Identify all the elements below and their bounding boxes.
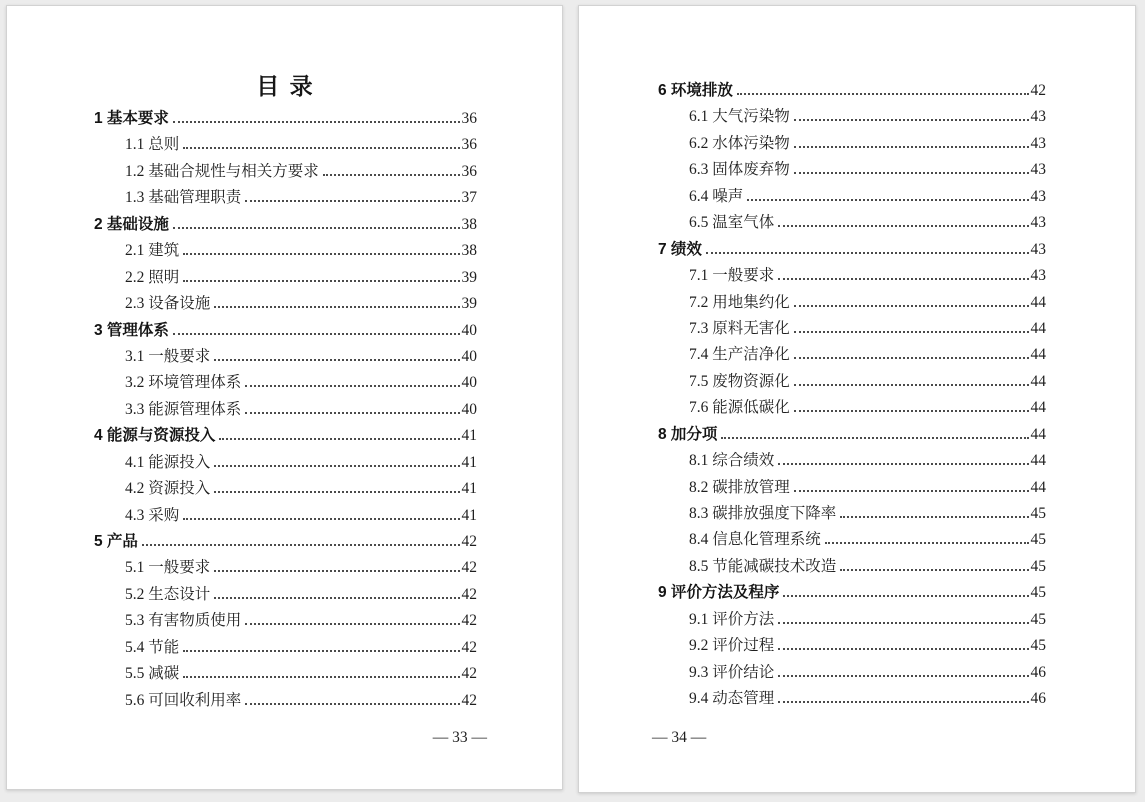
- dot-leader: [214, 359, 459, 361]
- toc-entry[interactable]: [94, 582, 477, 608]
- toc-entry[interactable]: [94, 318, 477, 344]
- dot-leader: [778, 225, 1028, 227]
- dot-leader: [245, 200, 459, 202]
- dot-leader: [783, 595, 1028, 597]
- toc-entry[interactable]: [94, 291, 477, 317]
- toc-entry-label: 4.3 采购: [125, 506, 180, 524]
- toc-entry-label: 5.2 生态设计: [125, 585, 211, 603]
- toc-entry[interactable]: [658, 527, 1046, 553]
- toc-entry-label: 5.1 一般要求: [125, 559, 211, 577]
- dot-leader: [173, 333, 460, 335]
- toc-entry[interactable]: [94, 212, 477, 238]
- dot-leader: [183, 650, 459, 652]
- toc-entry[interactable]: [658, 237, 1046, 263]
- toc-entry-label: 8.1 综合绩效: [689, 452, 775, 470]
- toc-entry-label: 5 产品: [94, 533, 138, 550]
- toc-entry-page: 46: [1030, 690, 1046, 708]
- dot-leader: [245, 412, 459, 414]
- toc-entry[interactable]: [94, 661, 477, 687]
- toc-entry[interactable]: [94, 503, 477, 529]
- toc-entry-page: 42: [1030, 82, 1046, 99]
- dot-leader: [840, 569, 1028, 571]
- dot-leader: [778, 675, 1028, 677]
- toc-entry-page: 45: [1030, 557, 1046, 575]
- dot-leader: [214, 597, 459, 599]
- toc-entry-label: 9.3 评价结论: [689, 663, 775, 681]
- dot-leader: [794, 331, 1029, 333]
- toc-entry-label: 7 绩效: [658, 240, 702, 258]
- toc-entry-page: 42: [461, 559, 477, 577]
- toc-entry-page: 38: [461, 242, 477, 260]
- toc-entry[interactable]: [658, 369, 1046, 395]
- toc-entry[interactable]: [658, 660, 1046, 686]
- dot-leader: [794, 490, 1029, 492]
- toc-entry-page: 41: [461, 506, 477, 524]
- toc-entry-page: 39: [461, 295, 477, 313]
- dot-leader: [778, 622, 1028, 624]
- toc-entry-label: 9.2 评价过程: [689, 637, 775, 655]
- toc-entry-label: 2 基础设施: [94, 215, 169, 233]
- toc-entry[interactable]: [658, 184, 1046, 210]
- toc-entry[interactable]: [94, 555, 477, 581]
- toc-entry[interactable]: [94, 370, 477, 396]
- toc-entry-label: 6.4 噪声: [689, 187, 744, 205]
- dot-leader: [721, 437, 1028, 439]
- toc-entry-label: 3 管理体系: [94, 321, 169, 339]
- toc-entry-label: 9.1 评价方法: [689, 610, 775, 628]
- toc-entry-page: 37: [461, 189, 477, 207]
- dot-leader: [214, 465, 459, 467]
- toc-entry-page: 42: [461, 665, 477, 683]
- toc-entry-label: 7.4 生产洁净化: [689, 346, 790, 364]
- toc-entry-page: 44: [1030, 452, 1046, 470]
- toc-entry[interactable]: [94, 423, 477, 449]
- dot-leader: [214, 491, 459, 493]
- dot-leader: [737, 93, 1029, 95]
- toc-entry-label: 7.1 一般要求: [689, 267, 775, 285]
- toc-entry[interactable]: [94, 635, 477, 661]
- toc-entry-page: 40: [461, 347, 477, 365]
- toc-entry[interactable]: [94, 132, 477, 158]
- toc-entry-label: 8.2 碳排放管理: [689, 478, 790, 496]
- toc-entry-page: 38: [461, 215, 477, 233]
- dot-leader: [183, 147, 459, 149]
- toc-entry[interactable]: [658, 78, 1046, 104]
- toc-entry-page: 40: [461, 374, 477, 392]
- toc-entry[interactable]: [658, 633, 1046, 659]
- dot-leader: [778, 463, 1028, 465]
- toc-entry-page: 42: [461, 691, 477, 709]
- toc-entry-label: 6.1 大气污染物: [689, 108, 790, 126]
- toc-entry-label: 1.1 总则: [125, 136, 180, 154]
- toc-entry-label: 4.1 能源投入: [125, 453, 211, 471]
- toc-entry-page: 43: [1030, 240, 1046, 258]
- toc-entry[interactable]: [94, 529, 477, 555]
- toc-entry-page: 43: [1030, 187, 1046, 205]
- toc-entry-page: 44: [1030, 346, 1046, 364]
- toc-entry[interactable]: [94, 106, 477, 132]
- toc-entry[interactable]: [94, 159, 477, 185]
- toc-entry-page: 41: [461, 453, 477, 471]
- toc-entry-page: 43: [1030, 267, 1046, 285]
- toc-entry-page: 43: [1030, 108, 1046, 126]
- toc-entry-label: 3.3 能源管理体系: [125, 400, 242, 418]
- toc-entry-label: 5.4 节能: [125, 638, 180, 656]
- toc-entry[interactable]: [658, 580, 1046, 606]
- toc-entry-label: 6.3 固体废弃物: [689, 161, 790, 179]
- page-number-footer-33: — 33 —: [432, 729, 487, 747]
- toc-entry-page: 44: [1030, 425, 1046, 443]
- toc-entry-page: 43: [1030, 161, 1046, 179]
- toc-entry-label: 6.5 温室气体: [689, 214, 775, 232]
- toc-entry[interactable]: [658, 395, 1046, 421]
- toc-entry-label: 8.5 节能减碳技术改造: [689, 557, 837, 575]
- toc-entry[interactable]: [658, 263, 1046, 289]
- toc-entry[interactable]: [658, 290, 1046, 316]
- toc-entry-page: 42: [461, 585, 477, 603]
- dot-leader: [747, 199, 1028, 201]
- toc-entry-label: 4 能源与资源投入: [94, 427, 216, 445]
- toc-entry-label: 9.4 动态管理: [689, 690, 775, 708]
- toc-entry-page: 45: [1030, 637, 1046, 655]
- dot-leader: [214, 570, 459, 572]
- toc-entry-page: 43: [1030, 134, 1046, 152]
- dot-leader: [794, 305, 1029, 307]
- toc-entry[interactable]: [658, 686, 1046, 712]
- dot-leader: [825, 542, 1029, 544]
- toc-entry-page: 42: [461, 533, 477, 550]
- dot-leader: [778, 278, 1028, 280]
- dot-leader: [214, 306, 459, 308]
- toc-title: 目 录: [256, 73, 315, 99]
- toc-entry[interactable]: [94, 397, 477, 423]
- toc-entry-page: 36: [461, 136, 477, 154]
- toc-entry-page: 40: [461, 321, 477, 339]
- dot-leader: [840, 516, 1028, 518]
- toc-entry[interactable]: [94, 688, 477, 714]
- toc-entry-page: 44: [1030, 319, 1046, 337]
- dot-leader: [245, 703, 459, 705]
- toc-entry[interactable]: [658, 501, 1046, 527]
- dot-leader: [173, 121, 460, 123]
- dot-leader: [794, 410, 1029, 412]
- toc-entry-label: 6.2 水体污染物: [689, 134, 790, 152]
- toc-entry-label: 9 评价方法及程序: [658, 584, 780, 602]
- toc-entry-label: 8.3 碳排放强度下降率: [689, 505, 837, 522]
- toc-entry-label: 4.2 资源投入: [125, 480, 211, 498]
- toc-entry-page: 41: [461, 427, 477, 445]
- toc-list-left: [94, 106, 477, 714]
- dot-leader: [142, 544, 460, 546]
- toc-entry-page: 44: [1030, 478, 1046, 496]
- toc-entry[interactable]: [94, 185, 477, 211]
- toc-entry-page: 36: [461, 110, 477, 127]
- toc-entry-page: 44: [1030, 372, 1046, 390]
- document-page-33: [6, 5, 563, 790]
- toc-entry-page: 44: [1030, 399, 1046, 417]
- toc-entry-label: 1 基本要求: [94, 110, 169, 127]
- dot-leader: [794, 384, 1029, 386]
- toc-entry[interactable]: [94, 265, 477, 291]
- toc-entry-label: 8 加分项: [658, 425, 718, 443]
- toc-entry[interactable]: [658, 422, 1046, 448]
- toc-entry-page: 45: [1030, 584, 1046, 602]
- toc-entry-label: 2.1 建筑: [125, 242, 180, 260]
- toc-entry-page: 46: [1030, 663, 1046, 681]
- toc-entry-label: 1.2 基础合规性与相关方要求: [125, 162, 319, 180]
- toc-entry-label: 1.3 基础管理职责: [125, 189, 242, 207]
- toc-entry-page: 42: [461, 612, 477, 630]
- page-number-footer-34: — 34 —: [652, 728, 707, 746]
- document-page-34: [578, 5, 1136, 793]
- toc-entry[interactable]: [94, 450, 477, 476]
- toc-entry[interactable]: [658, 607, 1046, 633]
- toc-entry-label: 6 环境排放: [658, 82, 733, 99]
- toc-entry-page: 40: [461, 400, 477, 418]
- toc-entry-label: 2.3 设备设施: [125, 295, 211, 313]
- toc-entry-page: 39: [461, 268, 477, 286]
- toc-entry-label: 2.2 照明: [125, 268, 180, 286]
- toc-entry-page: 41: [461, 480, 477, 498]
- toc-entry[interactable]: [94, 344, 477, 370]
- toc-entry-label: 5.6 可回收利用率: [125, 691, 242, 709]
- toc-entry[interactable]: [658, 316, 1046, 342]
- toc-entry-label: 7.6 能源低碳化: [689, 399, 790, 417]
- dot-leader: [183, 253, 459, 255]
- toc-entry[interactable]: [94, 476, 477, 502]
- dot-leader: [245, 623, 459, 625]
- toc-entry-label: 3.2 环境管理体系: [125, 374, 242, 392]
- dot-leader: [706, 252, 1029, 254]
- toc-entry-label: 3.1 一般要求: [125, 347, 211, 365]
- toc-entry-page: 42: [461, 638, 477, 656]
- toc-entry-label: 7.5 废物资源化: [689, 372, 790, 390]
- toc-entry-label: 7.2 用地集约化: [689, 293, 790, 311]
- toc-entry[interactable]: [658, 131, 1046, 157]
- dot-leader: [183, 280, 459, 282]
- dot-leader: [794, 119, 1029, 121]
- toc-entry[interactable]: [94, 238, 477, 264]
- dot-leader: [173, 227, 460, 229]
- toc-entry[interactable]: [658, 554, 1046, 580]
- toc-entry[interactable]: [658, 104, 1046, 130]
- toc-entry-page: 36: [461, 162, 477, 180]
- toc-list-right: [658, 78, 1046, 713]
- dot-leader: [183, 518, 459, 520]
- toc-entry-page: 43: [1030, 214, 1046, 232]
- dot-leader: [183, 676, 459, 678]
- toc-entry-page: 45: [1030, 505, 1046, 522]
- toc-entry[interactable]: [658, 342, 1046, 368]
- toc-entry-label: 8.4 信息化管理系统: [689, 531, 821, 549]
- toc-entry-page: 44: [1030, 293, 1046, 311]
- dot-leader: [794, 146, 1029, 148]
- toc-entry-label: 7.3 原料无害化: [689, 319, 790, 337]
- toc-entry[interactable]: [658, 475, 1046, 501]
- dot-leader: [219, 438, 459, 440]
- toc-entry[interactable]: [658, 157, 1046, 183]
- toc-entry-page: 45: [1030, 610, 1046, 628]
- toc-entry[interactable]: [658, 210, 1046, 236]
- dot-leader: [778, 648, 1028, 650]
- dot-leader: [778, 701, 1028, 703]
- dot-leader: [323, 174, 460, 176]
- toc-entry[interactable]: [658, 448, 1046, 474]
- toc-entry-label: 5.5 减碳: [125, 665, 180, 683]
- toc-entry-label: 5.3 有害物质使用: [125, 612, 242, 630]
- toc-entry[interactable]: [94, 608, 477, 634]
- dot-leader: [794, 357, 1029, 359]
- dot-leader: [245, 385, 459, 387]
- toc-entry-page: 45: [1030, 531, 1046, 549]
- dot-leader: [794, 172, 1029, 174]
